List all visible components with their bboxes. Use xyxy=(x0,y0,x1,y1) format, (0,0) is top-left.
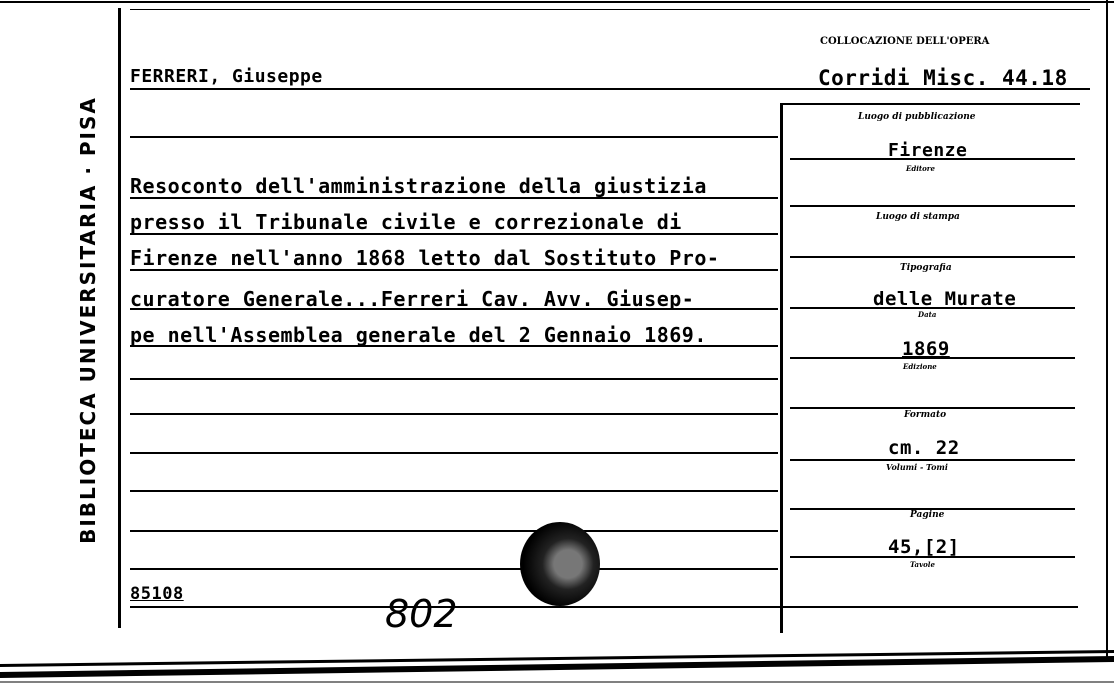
rule-line xyxy=(130,452,778,454)
title-line: Firenze nell'anno 1868 letto dal Sostituto Pro- xyxy=(130,246,720,270)
rule-line xyxy=(130,413,778,415)
luogo-pubblicazione-value: Firenze xyxy=(888,140,968,161)
author-name: FERRERI, Giuseppe xyxy=(130,66,323,87)
library-spine-text: BIBLIOTECA UNIVERSITARIA · PISA xyxy=(76,96,100,544)
data-value: 1869 xyxy=(902,338,950,360)
title-line: curatore Generale...Ferreri Cav. Avv. Giusep- xyxy=(130,287,695,311)
title-line: presso il Tribunale civile e correzionale di xyxy=(130,210,682,234)
handwritten-number: 802 xyxy=(385,592,458,636)
field-line xyxy=(790,556,1075,558)
field-line xyxy=(790,158,1075,160)
field-line xyxy=(790,459,1075,461)
tipografia-value: delle Murate xyxy=(873,288,1017,310)
rule-line xyxy=(130,530,778,532)
tipografia-label: Tipografia xyxy=(900,263,952,273)
collocazione-value: Corridi Misc. 44.18 xyxy=(818,66,1068,90)
inventory-number: 85108 xyxy=(130,584,184,604)
rule-line xyxy=(130,345,778,347)
left-margin-line xyxy=(118,8,121,628)
top-border xyxy=(0,1,1114,3)
rule-line xyxy=(130,197,778,199)
right-box-line xyxy=(780,103,783,633)
formato-value: cm. 22 xyxy=(888,437,960,459)
editore-label: Editore xyxy=(906,164,935,173)
rule-line xyxy=(130,568,778,570)
pagine-value: 45,[2] xyxy=(888,536,960,558)
rule-line xyxy=(130,136,778,138)
pagine-label: Pagine xyxy=(910,510,945,520)
rule-line xyxy=(130,269,778,271)
tavole-label: Tavole xyxy=(910,560,935,569)
rule-line xyxy=(130,308,778,310)
volumi-label: Volumi - Tomi xyxy=(886,462,948,472)
field-line xyxy=(790,307,1075,309)
field-line xyxy=(790,205,1075,207)
bottom-edge xyxy=(0,650,1114,684)
luogo-stampa-label: Luogo di stampa xyxy=(876,212,960,222)
field-line xyxy=(790,256,1075,258)
formato-label: Formato xyxy=(904,410,947,420)
title-line: pe nell'Assemblea generale del 2 Gennaio 1869. xyxy=(130,323,707,347)
field-line xyxy=(790,407,1075,409)
rule-line xyxy=(130,490,778,492)
author-line xyxy=(130,88,1090,90)
right-edge-line xyxy=(1106,0,1108,660)
punch-hole xyxy=(520,522,600,606)
luogo-pubblicazione-label: Luogo di pubblicazione xyxy=(858,112,976,122)
field-line xyxy=(790,357,1075,359)
top-border-inner xyxy=(130,9,1090,10)
collocazione-label: COLLOCAZIONE DELL'OPERA xyxy=(820,36,990,47)
title-line: Resoconto dell'amministrazione della giustizia xyxy=(130,174,707,198)
edizione-label: Edizione xyxy=(903,362,937,371)
data-label: Data xyxy=(918,310,937,319)
rule-line xyxy=(130,233,778,235)
rule-line xyxy=(130,378,778,380)
rule-line xyxy=(130,606,1078,608)
right-box-top xyxy=(780,103,1080,105)
